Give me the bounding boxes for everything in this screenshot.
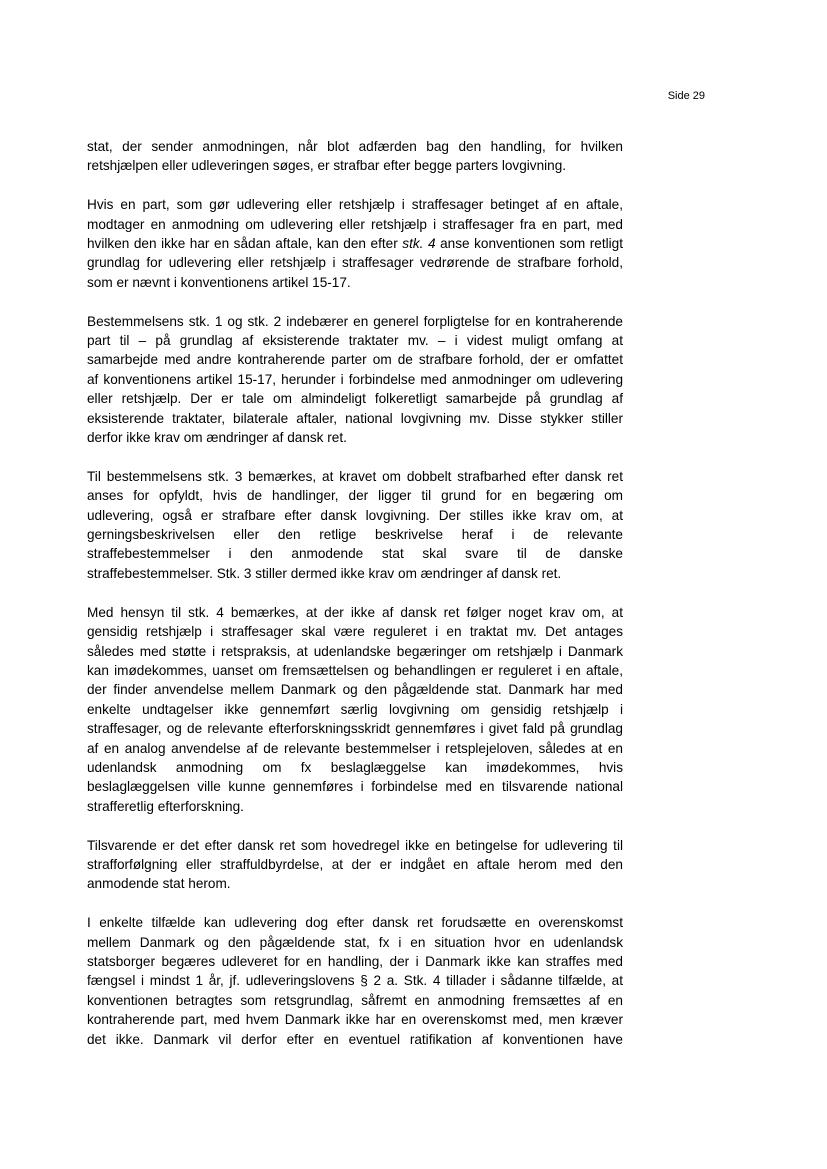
- text-line: derfor ikke krav om ændringer af dansk ret.: [87, 430, 347, 446]
- text-line: beslaglæggelsen ville kunne gennemføres i forbindelse med en tilsvarende national: [87, 779, 623, 795]
- page-number: Side 29: [667, 90, 705, 102]
- text-line: således med støtte i retspraksis, at udenlandske begæringer om retshjælp i Danmark: [87, 643, 623, 659]
- text-segment: hvilken den ikke har en sådan aftale, kan den efter: [87, 236, 403, 252]
- text-line: enkelte undtagelser ikke gennemført særlig lovgivning om gensidig retshjælp i: [87, 701, 623, 717]
- paragraph-2: [87, 195, 623, 292]
- text-line: af en analog anvendelse af de relevante bestemmelser i retsplejeloven, således at en: [87, 740, 623, 756]
- text-line: af konventionens artikel 15-17, herunder i forbindelse med anmodninger om udlevering: [87, 371, 623, 387]
- text-line: anmodende stat herom.: [87, 876, 231, 892]
- paragraph-3: [87, 312, 623, 448]
- text-line: modtager en anmodning om udlevering eller retshjælp i straffesager fra en part, med: [87, 216, 623, 232]
- text-line: eller retshjælp. Der er tale om almindeligt folkeretligt samarbejde på grundlag af: [87, 391, 623, 407]
- text-line: strafforfølgning eller straffuldbyrdelse, at der er indgået en aftale herom med den: [87, 856, 623, 872]
- paragraph-6: [87, 836, 623, 894]
- text-line: I enkelte tilfælde kan udlevering dog efter dansk ret forudsætte en overenskomst: [87, 915, 623, 931]
- text-line: grundlag for udlevering eller retshjælp i straffesager vedrørende de strafbare forhold,: [87, 255, 623, 271]
- paragraph-4: [87, 467, 623, 583]
- text-line: Hvis en part, som gør udlevering eller retshjælp i straffesager betinget af en aftale,: [87, 197, 623, 213]
- text-line: stat, der sender anmodningen, når blot adfærden bag den handling, for hvilken: [87, 139, 623, 154]
- text-line: fængsel i mindst 1 år, jf. udleveringslovens § 2 a. Stk. 4 tillader i sådanne tilfælde, at: [87, 973, 623, 989]
- text-line: straffesager, og de relevante efterforskningsskridt gennemføres i givet fald på grundlag: [87, 721, 623, 737]
- paragraph-1: [87, 137, 623, 176]
- text-line: mellem Danmark og den pågældende stat, fx i en situation hvor en udenlandsk: [87, 934, 623, 950]
- text-line: strafferetlig efterforskning.: [87, 798, 244, 814]
- text-line: udlevering, også er strafbare efter dansk lovgivning. Der stilles ikke krav om, at: [87, 507, 623, 523]
- text-line: Tilsvarende er det efter dansk ret som hovedregel ikke en betingelse for udlevering til: [87, 837, 623, 853]
- text-line: retshjælpen eller udleveringen søges, er strafbar efter begge parters lovgivning.: [87, 158, 567, 174]
- text-line: konventionen betragtes som retsgrundlag, såfremt en anmodning fremsættes af en: [87, 992, 623, 1008]
- text-line: part til – på grundlag af eksisterende traktater mv. – i videst muligt omfang at: [87, 333, 623, 349]
- text-line: som er nævnt i konventionens artikel 15-17.: [87, 274, 351, 290]
- text-line: anses for opfyldt, hvis de handlinger, der ligger til grund for en begæring om: [87, 488, 623, 504]
- text-line: statsborger begæres udleveret for en handling, der i Danmark ikke kan straffes med: [87, 953, 623, 969]
- text-line: straffebestemmelser. Stk. 3 stiller dermed ikke krav om ændringer af dansk ret.: [87, 565, 562, 581]
- paragraph-5: [87, 603, 623, 816]
- text-line: der finder anvendelse mellem Danmark og den pågældende stat. Danmark har med: [87, 682, 623, 698]
- text-line: Til bestemmelsens stk. 3 bemærkes, at kravet om dobbelt strafbarhed efter dansk ret: [87, 468, 623, 484]
- text-line: udenlandsk anmodning om fx beslaglæggelse kan imødekommes, hvis: [87, 759, 623, 775]
- text-line-with-emphasis: [87, 234, 623, 253]
- text-line: straffebestemmelser i den anmodende stat skal svare til de danske: [87, 546, 623, 562]
- text-line: Bestemmelsens stk. 1 og stk. 2 indebærer en generel forpligtelse for en kontraherende: [87, 313, 623, 329]
- text-line: samarbejde med andre kontraherende parter om de strafbare forhold, der er omfattet: [87, 352, 623, 368]
- text-line: gensidig retshjælp i straffesager skal være reguleret i en traktat mv. Det antages: [87, 624, 623, 640]
- text-segment: anse konventionen som retligt: [435, 236, 624, 252]
- text-line: kan imødekommes, uanset om fremsættelsen og behandlingen er reguleret i en aftale,: [87, 662, 623, 678]
- paragraph-7: [87, 913, 623, 1049]
- document-body: [87, 137, 623, 1068]
- text-line: gerningsbeskrivelsen eller den retlige beskrivelse heraf i de relevante: [87, 527, 623, 543]
- text-line: det ikke. Danmark vil derfor efter en eventuel ratifikation af konventionen have: [87, 1031, 623, 1047]
- text-line: eksisterende traktater, bilaterale aftaler, national lovgivning mv. Disse stykker stiller: [87, 410, 623, 426]
- text-line: kontraherende part, med hvem Danmark ikke har en overenskomst med, men kræver: [87, 1012, 623, 1028]
- text-line: Med hensyn til stk. 4 bemærkes, at der ikke af dansk ret følger noget krav om, at: [87, 604, 623, 620]
- stk-4-emphasis: stk. 4: [402, 236, 436, 252]
